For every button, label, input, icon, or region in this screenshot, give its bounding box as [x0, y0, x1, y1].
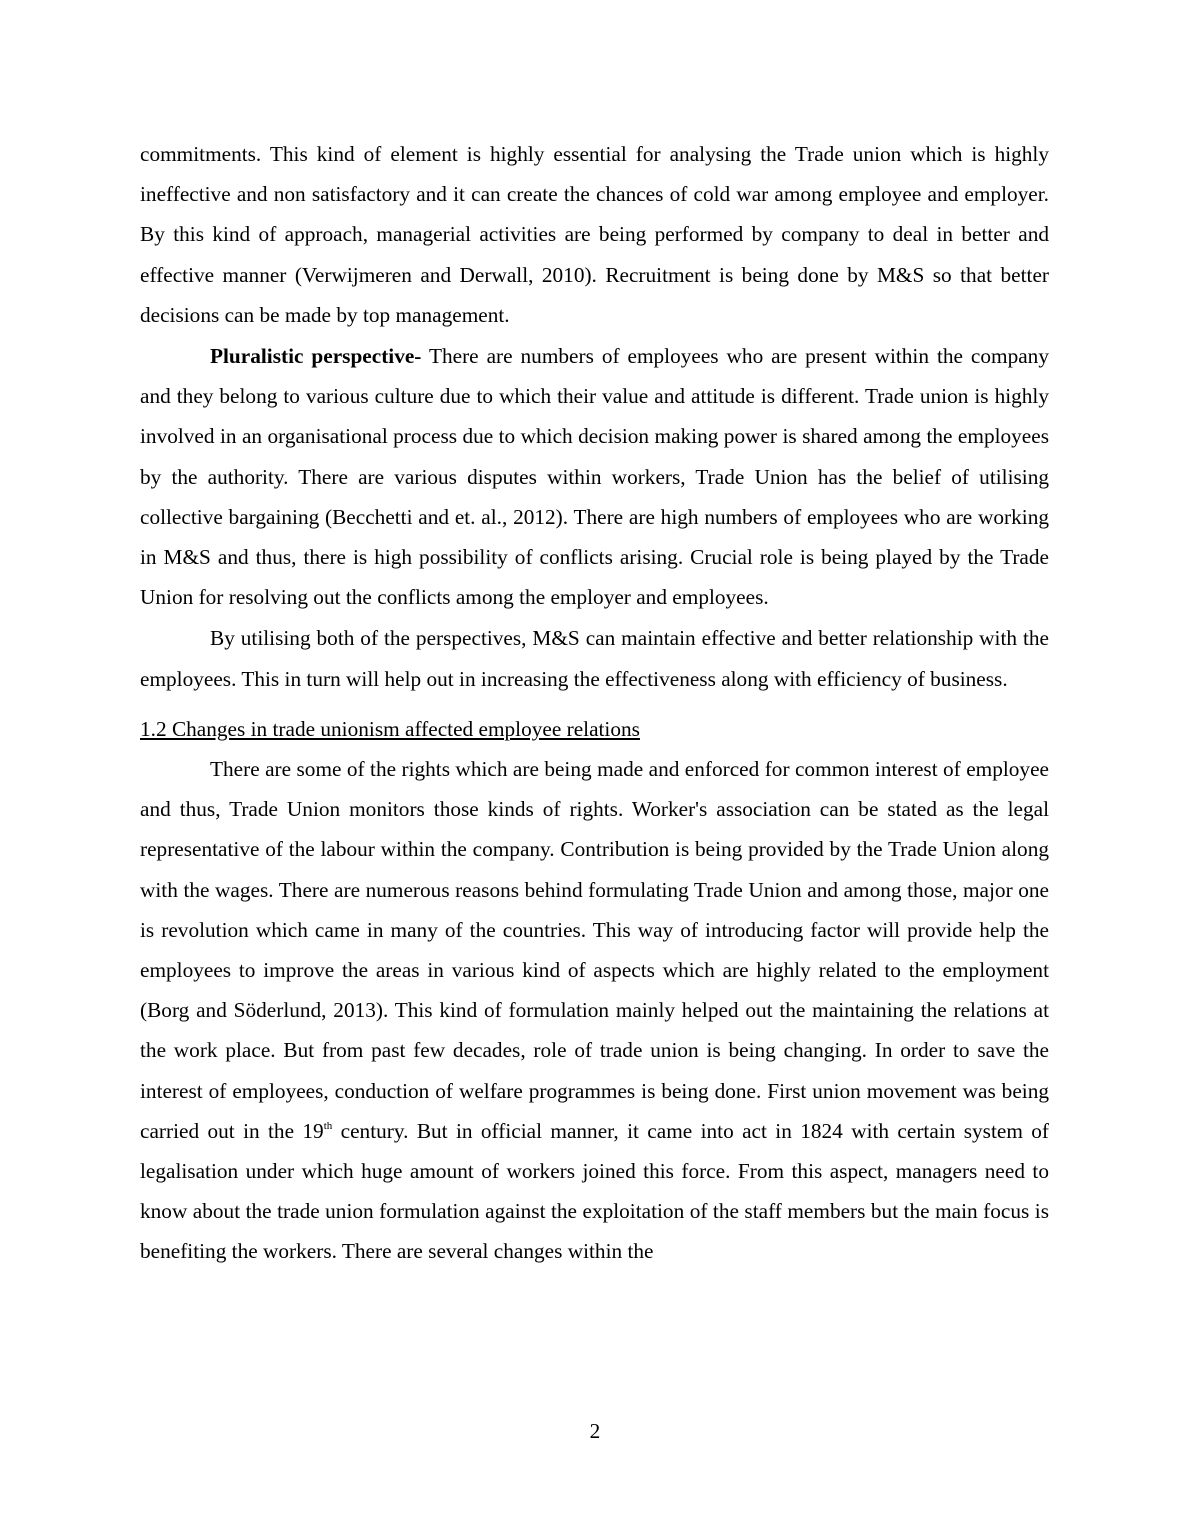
paragraph-commitments: commitments. This kind of element is highly essential for analysing the Trade union which is highly ineffective and non satisfactory and it can create the chances of cold war among employee and employer. By this kind of approach, managerial activities are being performed by company to deal in better and effective manner (Verwijmeren and Derwall, 2010). Recruitment is being done by M&S so that better decisions can be made by top management.	[140, 142, 1049, 327]
superscript-th: th	[323, 1119, 333, 1132]
section-heading: 1.2 Changes in trade unionism affected employee relations	[140, 716, 640, 741]
page-number: 2	[589, 1419, 601, 1443]
paragraph-rights	[140, 749, 1049, 1272]
paragraph-rights-text-1: There are some of the rights which are being made and enforced for common interest of employee and thus, Trade Union monitors those kinds of rights. Worker's association can be stated as the legal representative of the labour within the company. Contribution is being provided by the Trade Union along with the wages. There are numerous reasons behind formulating Trade Union and among those, major one is revolution which came in many of the countries. This way of introducing factor will provide help the employees to improve the areas in various kind of aspects which are highly related to the employment (Borg and Söderlund, 2013). This kind of formulation mainly helped out the maintaining the relations at the work place. But from past few decades, role of trade union is being changing. In order to save the interest of employees, conduction of welfare programmes is being done. First union movement was being carried out in the 19	[140, 757, 1049, 1143]
paragraph-both-perspectives: By utilising both of the perspectives, M&S can maintain effective and better relationship with the employees. This in turn will help out in increasing the effectiveness along with efficiency of business.	[140, 626, 1049, 691]
paragraph-pluralistic-perspective	[140, 336, 1049, 617]
pluralistic-perspective-text: There are numbers of employees who are present within the company and they belong to various culture due to which their value and attitude is different. Trade union is highly involved in an organisational process due to which decision making power is shared among the employees by the authority. There are various disputes within workers, Trade Union has the belief of utilising collective bargaining (Becchetti and et. al., 2012). There are high numbers of employees who are working in M&S and thus, there is high possibility of conflicts arising. Crucial role is being played by the Trade Union for resolving out the conflicts among the employer and employees.	[140, 344, 1049, 610]
document-body	[140, 134, 1049, 1272]
paragraph-rights-text-2: century. But in official manner, it came into act in 1824 with certain system of legalisation under which huge amount of workers joined this force. From this aspect, managers need to know about the trade union formulation against the exploitation of the staff members but the main focus is benefiting the workers. There are several changes within the	[140, 1118, 1050, 1264]
pluralistic-perspective-lead: Pluralistic perspective-	[210, 344, 422, 369]
